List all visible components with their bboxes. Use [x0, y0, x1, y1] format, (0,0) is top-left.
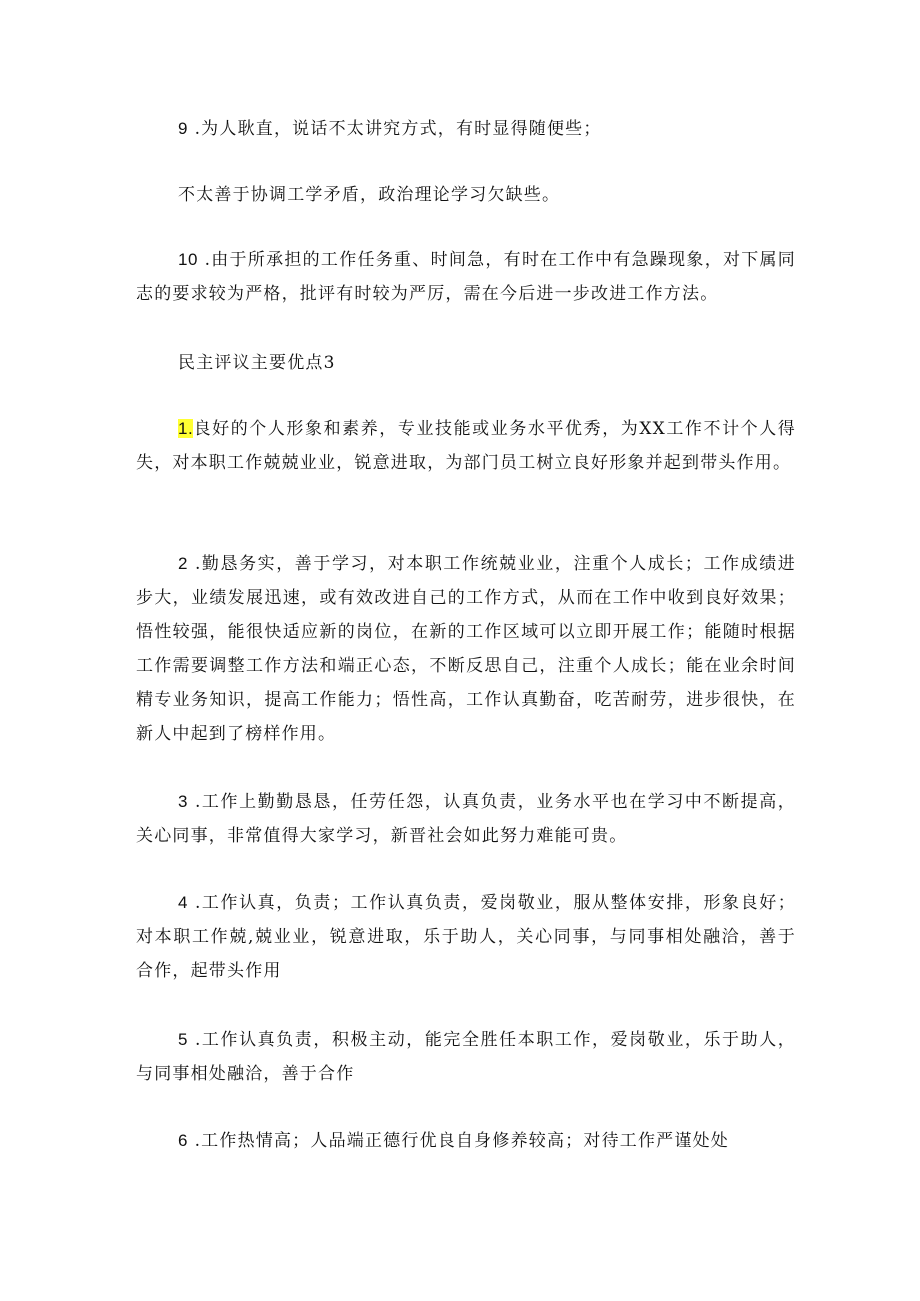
paragraph-continuation — [136, 178, 796, 212]
paragraph-item-5 — [136, 1023, 796, 1091]
paragraph-text: .工作热情高；人品端正德行优良自身修养较高；对待工作严谨处处 — [194, 1131, 729, 1151]
paragraph-item-9 — [136, 112, 796, 146]
paragraph-text: .工作认真，负责；工作认真负责，爱岗敬业，服从整体安排，形象良好；对本职工作兢,兢业业，锐意进取，乐于助人，关心同事，与同事相处融洽，善于合作，起带头作用 — [136, 893, 796, 981]
section-heading: 民主评议主要优点3 — [178, 353, 336, 373]
paragraph-item-10 — [136, 243, 796, 311]
paragraph-text: .工作上勤勤恳恳，任劳任怨，认真负责，业务水平也在学习中不断提高，关心同事，非常值得大家学习，新晋社会如此努力难能可贵。 — [136, 792, 796, 846]
item-number: 9 — [178, 119, 188, 138]
item-number: 10 — [178, 250, 198, 269]
paragraph-text: .为人耿直，说话不太讲究方式，有时显得随便些； — [194, 119, 602, 139]
paragraph-text: .勤恳务实，善于学习，对本职工作统兢业业，注重个人成长；工作成绩进步大，业绩发展迅速，或有效改进自己的工作方式，从而在工作中收到良好效果；悟性较强，能很快适应新的岗位，在新的工作区域可以立即开展工作；能随时根据工作需要调整工作方法和端正心态，不断反思自己，注重个人成长；能在业余时间精专业务知识，提高工作能力；悟性高，工作认真勤奋，吃苦耐劳，进步很快，在新人中起到了榜样作用。 — [136, 554, 796, 744]
item-number: 3 — [178, 792, 188, 811]
item-number-highlighted: 1. — [178, 419, 194, 438]
item-number: 2 — [178, 554, 188, 573]
item-number: 6 — [178, 1131, 188, 1150]
paragraph-item-4 — [136, 886, 796, 988]
paragraph-text: 良好的个人形象和素养，专业技能或业务水平优秀，为XX工作不计个人得失，对本职工作兢兢业业，锐意进取，为部门员工树立良好形象并起到带头作用。 — [136, 419, 796, 473]
paragraph-item-1 — [136, 412, 796, 480]
paragraph-text: .工作认真负责，积极主动，能完全胜任本职工作，爱岗敬业，乐于助人，与同事相处融洽，善于合作 — [136, 1030, 796, 1084]
paragraph-item-2 — [136, 547, 796, 751]
paragraph-text: .由于所承担的工作任务重、时间急，有时在工作中有急躁现象，对下属同志的要求较为严格，批评有时较为严厉，需在今后进一步改进工作方法。 — [136, 250, 796, 304]
paragraph-item-6 — [136, 1124, 796, 1158]
paragraph-text: 不太善于协调工学矛盾，政治理论学习欠缺些。 — [178, 185, 561, 205]
item-number: 4 — [178, 893, 188, 912]
item-number: 5 — [178, 1030, 188, 1049]
paragraph-item-3 — [136, 785, 796, 853]
